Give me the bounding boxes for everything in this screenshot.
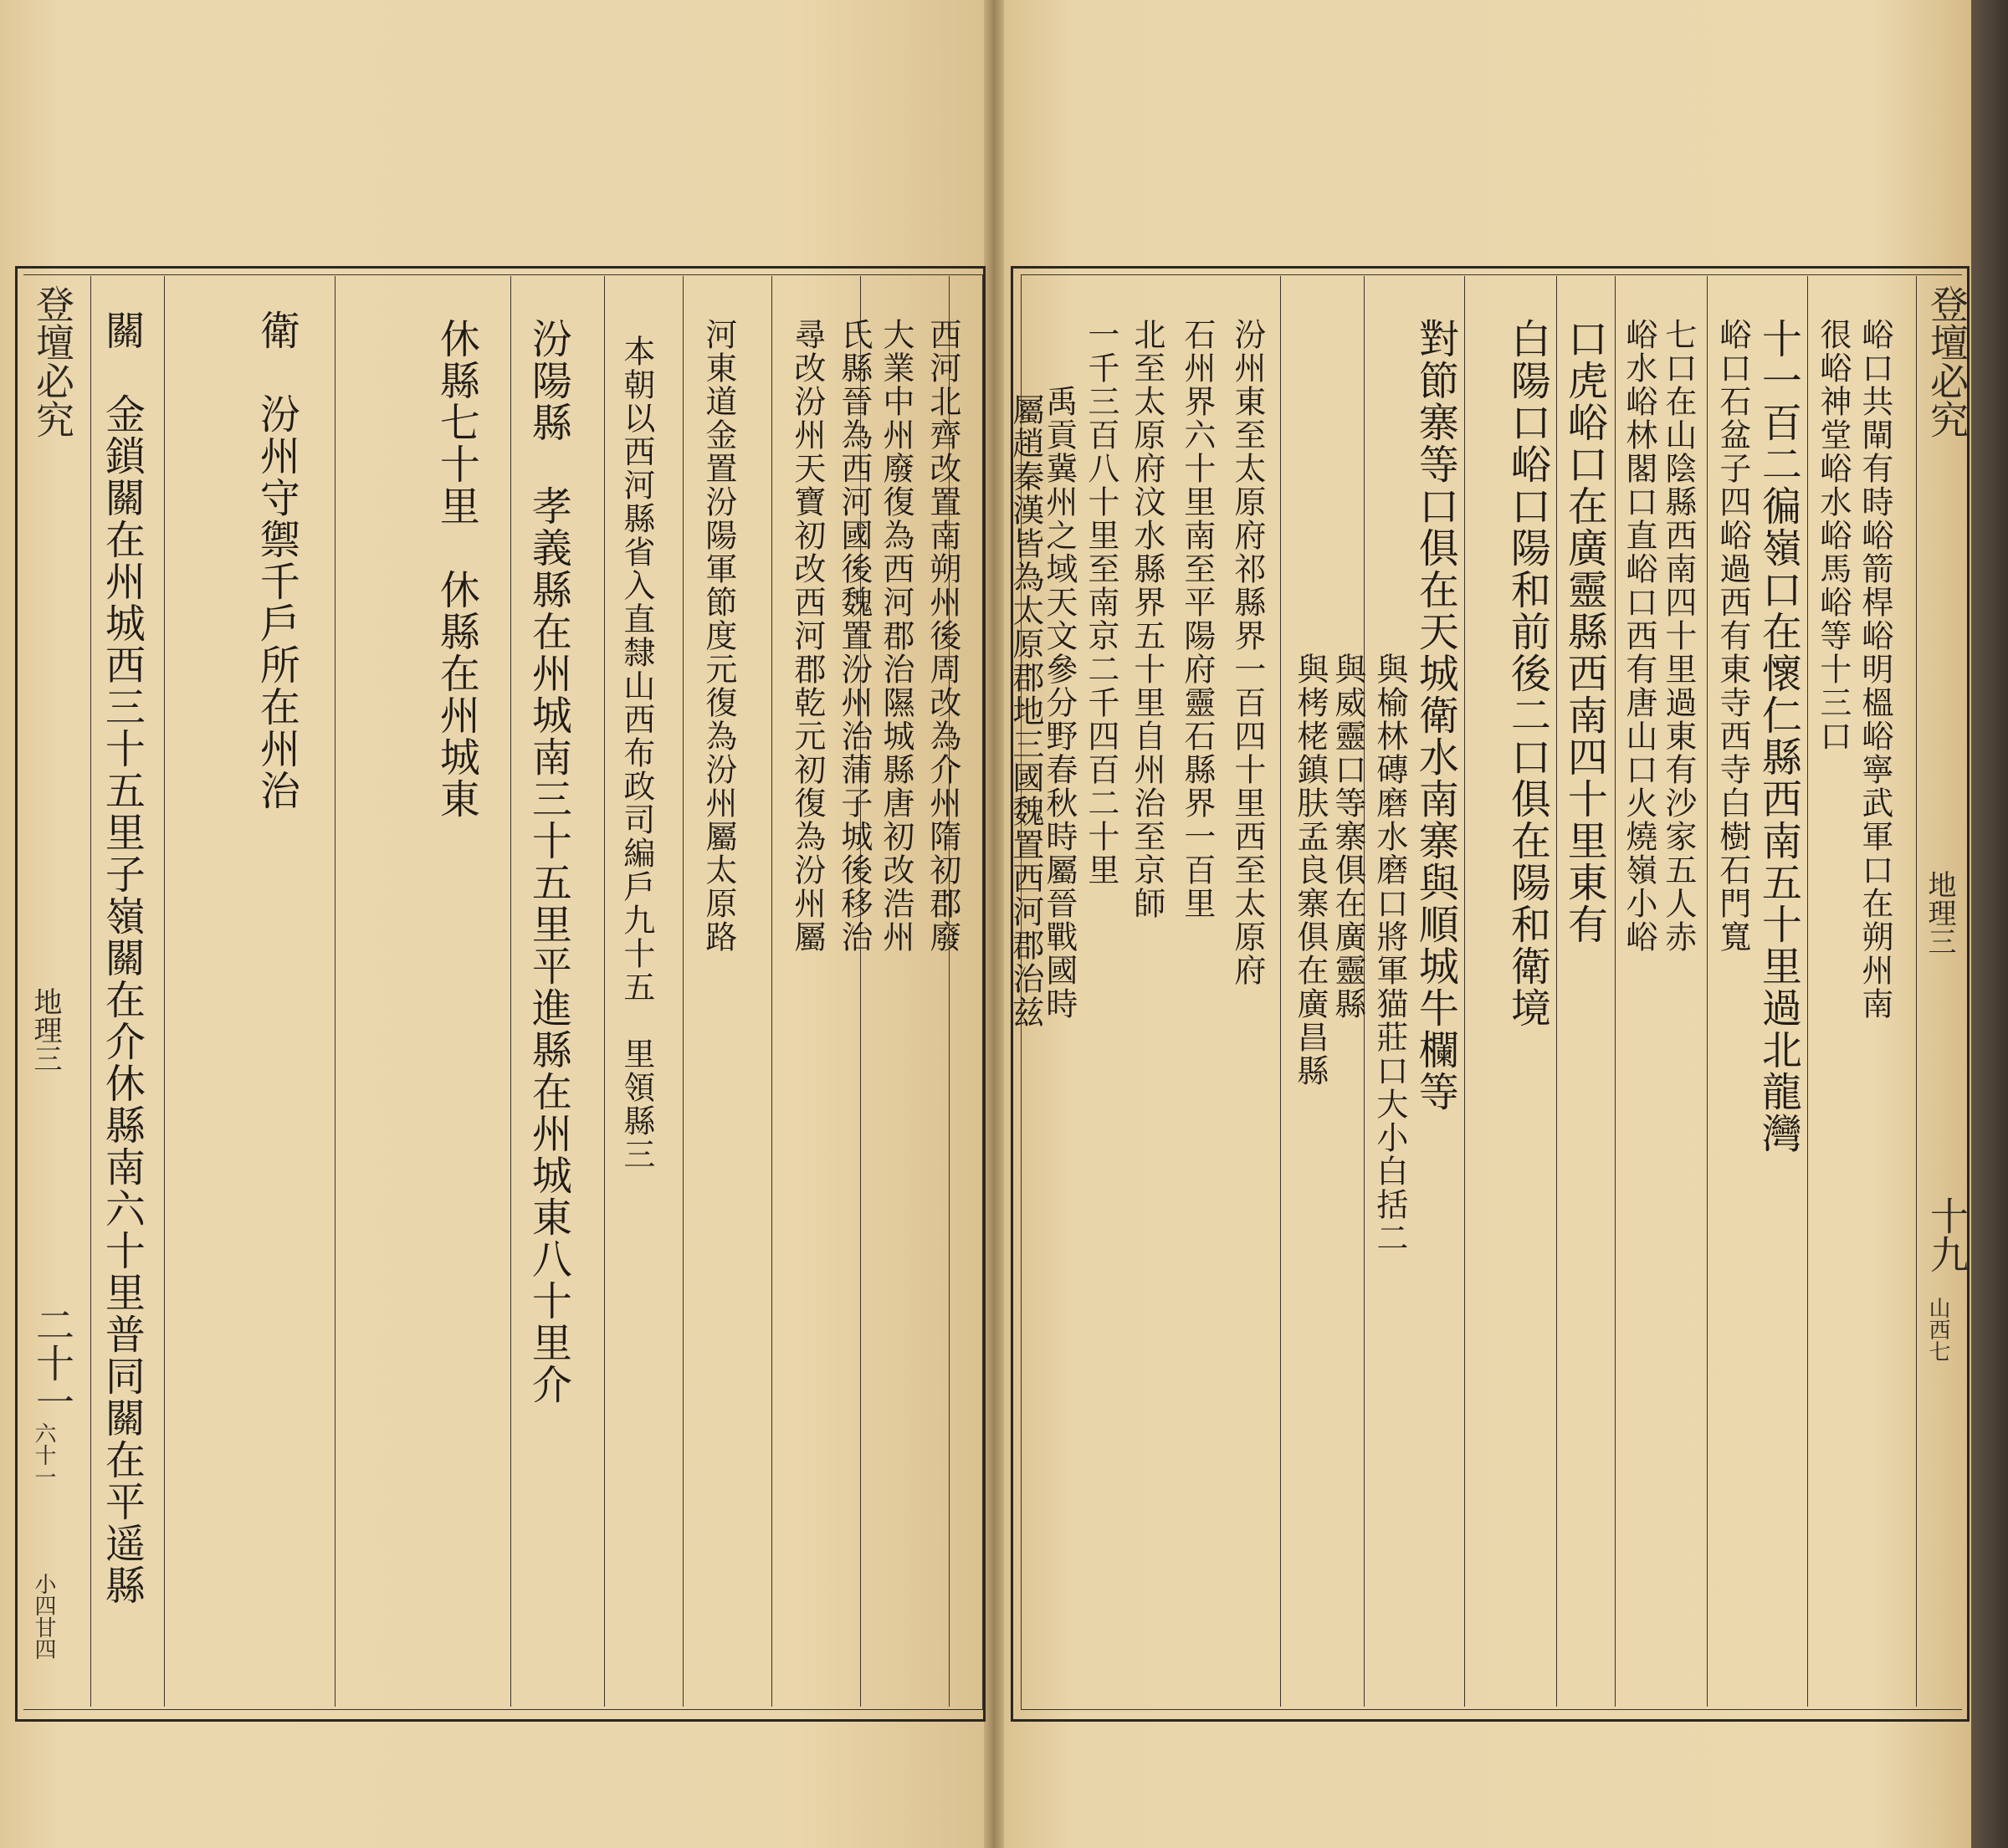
left-column-10: 氏縣晉為西河國後魏置汾州治蒲子城後移治 bbox=[835, 318, 873, 954]
left-margin-counter: 六十一 bbox=[31, 1422, 56, 1487]
right-column-8: 白陽口峪口陽和前後二口俱在陽和衛境 bbox=[1503, 318, 1551, 1029]
book-edge bbox=[1971, 0, 2008, 1848]
left-column-3: 休縣七十里 休縣在州城東 bbox=[433, 318, 480, 820]
left-column-9: 西河北齊改置南朔州後周改為介州隋初郡廢 bbox=[924, 318, 961, 954]
right-margin-counter: 山西七 bbox=[1925, 1297, 1950, 1362]
left-column-8: 大業中州廢復為西河郡治隰城縣唐初改浩州 bbox=[877, 318, 914, 954]
right-column-2: 很峪神堂峪水峪馬峪等十三口 bbox=[1814, 318, 1852, 753]
left-column-1: 關 金鎖關在州城西三十五里子嶺關在介休縣南六十里普同關在平遥縣 bbox=[98, 310, 146, 1606]
left-column-7: 尋改汾州天寶初改西河郡乾元初復為汾州屬 bbox=[788, 318, 826, 954]
book-gutter bbox=[984, 0, 1004, 1848]
left-column-6: 河東道金置汾陽軍節度元復為汾州屬太原路 bbox=[699, 318, 737, 954]
right-column-13: 汾州東至太原府祁縣界一百四十里西至太原府 bbox=[1228, 318, 1266, 987]
right-column-3: 十一百二徧嶺口在懷仁縣西南五十里過北龍灣 bbox=[1754, 318, 1802, 1154]
right-column-7: 口虎峪口在廣靈縣西南四十里東有 bbox=[1560, 318, 1608, 945]
left-margin-folio: 二十一 bbox=[30, 1305, 75, 1421]
right-margin-chapter: 地理三 bbox=[1923, 870, 1956, 955]
right-column-11: 與威靈口等寨俱在廣靈縣 bbox=[1329, 653, 1366, 1021]
right-column-6: 峪水峪林閣口直峪口西有唐山口火燒嶺小峪 bbox=[1620, 318, 1657, 954]
right-margin-title: 登壇必究 bbox=[1924, 284, 1970, 438]
right-margin-folio: 十九 bbox=[1924, 1196, 1970, 1273]
right-column-14: 石州界六十里南至平陽府靈石縣界一百里 bbox=[1178, 318, 1216, 920]
left-margin-title: 登壇必究 bbox=[30, 284, 75, 438]
left-column-5: 本朝以西河縣省入直隸山西布政司編戶九十五 里領縣三 bbox=[617, 335, 655, 1171]
right-column-15: 北至太原府汶水縣界五十里自州治至京師 bbox=[1128, 318, 1165, 920]
left-margin-chapter: 地理三 bbox=[28, 987, 62, 1072]
right-column-1: 峪口共閘有時峪箭桿峪明榲峪寧武軍口在朔州南 bbox=[1856, 318, 1893, 1021]
right-column-17: 禹貢冀州之域天文參分野春秋時屬晉戰國時 bbox=[1040, 385, 1078, 1021]
right-column-9: 對節寨等口俱在天城衛水南寨與順城牛欄等 bbox=[1411, 318, 1459, 1113]
left-margin-catalog: 小四甘四 bbox=[31, 1573, 56, 1660]
left-column-2: 衛 汾州守禦千戶所在州治 bbox=[253, 310, 300, 811]
left-column-4: 汾陽縣 孝義縣在州城南三十五里平進縣在州城東八十里介 bbox=[525, 318, 572, 1405]
right-column-4: 峪口石盆子四峪過西有東寺西寺白樹石門寬 bbox=[1713, 318, 1751, 954]
right-column-18: 屬趙秦漢皆為太原郡地三國魏置西河郡治兹 bbox=[1007, 393, 1044, 1029]
right-column-12: 與栲栳鎮肤孟良寨俱在廣昌縣 bbox=[1291, 653, 1329, 1088]
right-column-10: 與榆林磚磨水磨口將軍猫莊口大小白括二 bbox=[1370, 653, 1408, 1255]
right-column-5: 七口在山陰縣西南四十里過東有沙家五人赤 bbox=[1659, 318, 1697, 954]
right-column-16: 一千三百八十里至南京二千四百二十里 bbox=[1082, 318, 1119, 887]
